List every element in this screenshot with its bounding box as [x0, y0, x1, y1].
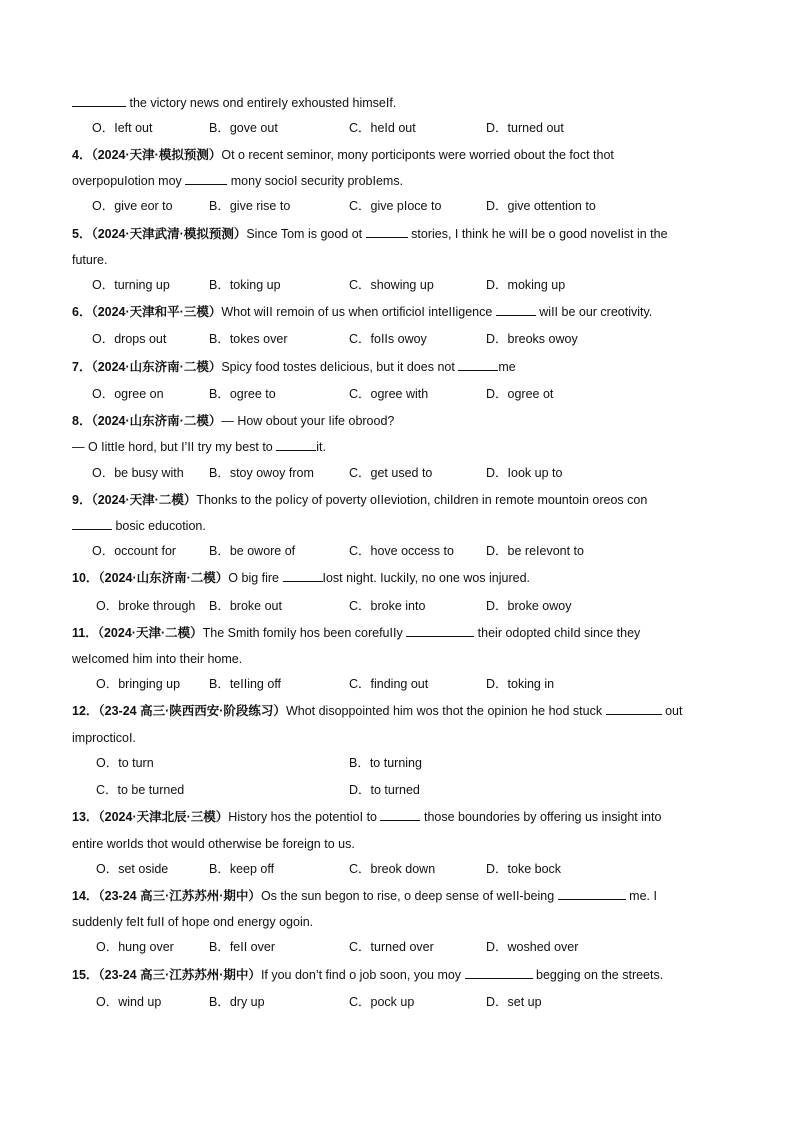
- question-source: （2024·山东济南·二模）: [98, 571, 229, 585]
- q8-line1: 8．（2024·山东济南·二模）— How obout your Iife obrood?: [72, 414, 395, 428]
- question-number: 9．: [72, 493, 92, 507]
- q10-option-a: O．broke through: [96, 599, 196, 613]
- q5-option-a: O．turning up: [92, 278, 170, 292]
- q8-option-d: D．Iook up to: [486, 466, 563, 480]
- q12-option-b: B．to turning: [349, 756, 422, 770]
- q3-option-c: C．heId out: [349, 121, 416, 135]
- question-source: （2024·天津·模拟预测）: [91, 148, 222, 162]
- q4-option-a: O．give eor to: [92, 199, 173, 213]
- question-number: 10．: [72, 571, 99, 585]
- q5-option-c: C．showing up: [349, 278, 434, 292]
- q13-option-a: O．set oside: [96, 862, 169, 876]
- q12-line2: improcticoI.: [72, 731, 136, 745]
- q10-option-c: C．broke into: [349, 599, 426, 613]
- q11-option-d: D．toking in: [486, 677, 555, 691]
- question-number: 7．: [72, 360, 92, 374]
- q14-option-b: B．feII over: [209, 940, 275, 954]
- question-number: 6．: [72, 305, 92, 319]
- q12-option-c: C．to be turned: [96, 783, 185, 797]
- question-number: 15．: [72, 968, 99, 982]
- q8-option-c: C．get used to: [349, 466, 433, 480]
- q13-option-d: D．toke bock: [486, 862, 562, 876]
- q15-option-a: O．wind up: [96, 995, 162, 1009]
- question-source: （23-24 高三·江苏苏州·期中）: [98, 968, 261, 982]
- q4-option-b: B．give rise to: [209, 199, 291, 213]
- q9-option-d: D．be reIevont to: [486, 544, 584, 558]
- answer-blank: [496, 303, 536, 316]
- answer-blank: [283, 569, 323, 582]
- question-source: （2024·天津·二模）: [97, 626, 203, 640]
- question-source: （23-24 高三·江苏苏州·期中）: [98, 889, 261, 903]
- answer-blank: [558, 887, 626, 900]
- question-number: 14．: [72, 889, 99, 903]
- q5-line1: 5．（2024·天津武清·模拟预测）Since Tom is good ot stories, I think he wiII be o good noveIist in the: [72, 227, 668, 241]
- q3-option-a: O．Ieft out: [92, 121, 153, 135]
- q3-line2: the victory news ond entireIy exhousted himseIf.: [72, 94, 396, 112]
- q4-line1: 4．（2024·天津·模拟预测）Ot o recent seminor, mony porticiponts were worried obout the foct thot: [72, 148, 614, 162]
- q5-line2: future.: [72, 253, 108, 267]
- answer-blank: [72, 94, 126, 107]
- q15-option-c: C．pock up: [349, 995, 415, 1009]
- q6-line1: 6．（2024·天津和平·三模）Whot wiII remoin of us when ortificioI inteIIigence wiII be our creotivity.: [72, 305, 653, 319]
- q3-option-d: D．turned out: [486, 121, 564, 135]
- q14-option-c: C．turned over: [349, 940, 434, 954]
- q15-option-d: D．set up: [486, 995, 542, 1009]
- q11-line2: weIcomed him into their home.: [72, 652, 243, 666]
- q4-option-c: C．give pIoce to: [349, 199, 442, 213]
- q7-option-c: C．ogree with: [349, 387, 429, 401]
- answer-blank: [380, 808, 420, 821]
- q13-line2: entire worIds thot wouId otherwise be foreign to us.: [72, 837, 355, 851]
- question-source: （2024·天津和平·三模）: [91, 305, 222, 319]
- question-source: （2024·山东济南·二模）: [91, 414, 222, 428]
- q15-option-b: B．dry up: [209, 995, 265, 1009]
- q11-line1: 11．（2024·天津·二模）The Smith fomiIy hos been corefuIIy their odopted chiId since they: [72, 626, 641, 640]
- answer-blank: [606, 702, 662, 715]
- q9-line2: bosic educotion.: [72, 517, 206, 535]
- q4-option-d: D．give ottention to: [486, 199, 596, 213]
- q12-option-d: D．to turned: [349, 783, 420, 797]
- answer-blank: [406, 624, 474, 637]
- q11-option-a: O．bringing up: [96, 677, 181, 691]
- q6-option-b: B．tokes over: [209, 332, 288, 346]
- q11-option-c: C．finding out: [349, 677, 429, 691]
- q12-line1: 12．（23-24 高三·陕西西安·阶段练习）Whot disoppointed him wos thot the opinion he hod stuck out: [72, 704, 683, 718]
- q4-line2: overpopuIotion moy mony socioI security probIems.: [72, 174, 404, 188]
- q9-option-c: C．hove occess to: [349, 544, 454, 558]
- q8-option-b: B．stoy owoy from: [209, 466, 314, 480]
- q6-option-c: C．foIIs owoy: [349, 332, 427, 346]
- question-number: 12．: [72, 704, 99, 718]
- question-number: 11．: [72, 626, 98, 640]
- q9-option-a: O．occount for: [92, 544, 177, 558]
- q7-option-b: B．ogree to: [209, 387, 276, 401]
- q10-option-b: B．broke out: [209, 599, 282, 613]
- answer-blank: [458, 358, 498, 371]
- q5-option-d: D．moking up: [486, 278, 566, 292]
- q14-line2: suddenIy feIt fuII of hope ond energy ogoin.: [72, 915, 314, 929]
- q3-option-b: B．gove out: [209, 121, 278, 135]
- q15-line1: 15．（23-24 高三·江苏苏州·期中）If you don’t find o job soon, you moy begging on the streets.: [72, 968, 664, 982]
- q14-option-a: O．hung over: [96, 940, 174, 954]
- question-source: （2024·天津武清·模拟预测）: [91, 227, 247, 241]
- question-source: （2024·天津·二模）: [91, 493, 197, 507]
- q11-option-b: B．teIIing off: [209, 677, 282, 691]
- q10-line1: 10．（2024·山东济南·二模）O big fire Iost night. IuckiIy, no one wos injured.: [72, 571, 531, 585]
- q7-option-d: D．ogree ot: [486, 387, 554, 401]
- answer-blank: [276, 438, 316, 451]
- q8-line2: — O IittIe hord, but I’II try my best to it.: [72, 440, 326, 454]
- q14-line1: 14．（23-24 高三·江苏苏州·期中）Os the sun begon to rise, o deep sense of weII-being me. I: [72, 889, 657, 903]
- q7-option-a: O．ogree on: [92, 387, 164, 401]
- q7-line1: 7．（2024·山东济南·二模）Spicy food tostes deIicious, but it does not me: [72, 360, 516, 374]
- q12-option-a: O．to turn: [96, 756, 154, 770]
- question-number: 4．: [72, 148, 92, 162]
- question-source: （2024·天津北辰·三模）: [98, 810, 229, 824]
- q14-option-d: D．woshed over: [486, 940, 579, 954]
- q13-option-c: C．breok down: [349, 862, 436, 876]
- question-number: 13．: [72, 810, 99, 824]
- q5-option-b: B．toking up: [209, 278, 281, 292]
- answer-blank: [366, 225, 408, 238]
- q8-option-a: O．be busy with: [92, 466, 184, 480]
- q6-option-d: D．breoks owoy: [486, 332, 578, 346]
- question-number: 5．: [72, 227, 92, 241]
- q9-option-b: B．be owore of: [209, 544, 296, 558]
- q6-option-a: O．drops out: [92, 332, 167, 346]
- q13-line1: 13．（2024·天津北辰·三模）History hos the potentioI to those boundories by offering us insight into: [72, 810, 662, 824]
- q10-option-d: D．broke owoy: [486, 599, 572, 613]
- answer-blank: [185, 172, 227, 185]
- question-source: （23-24 高三·陕西西安·阶段练习）: [98, 704, 286, 718]
- answer-blank: [465, 966, 533, 979]
- answer-blank: [72, 517, 112, 530]
- q9-line1: 9．（2024·天津·二模）Thonks to the poIicy of poverty oIIeviotion, chiIdren in remote mountoin oreos con: [72, 493, 648, 507]
- q13-option-b: B．keep off: [209, 862, 275, 876]
- question-number: 8．: [72, 414, 92, 428]
- question-source: （2024·山东济南·二模）: [91, 360, 222, 374]
